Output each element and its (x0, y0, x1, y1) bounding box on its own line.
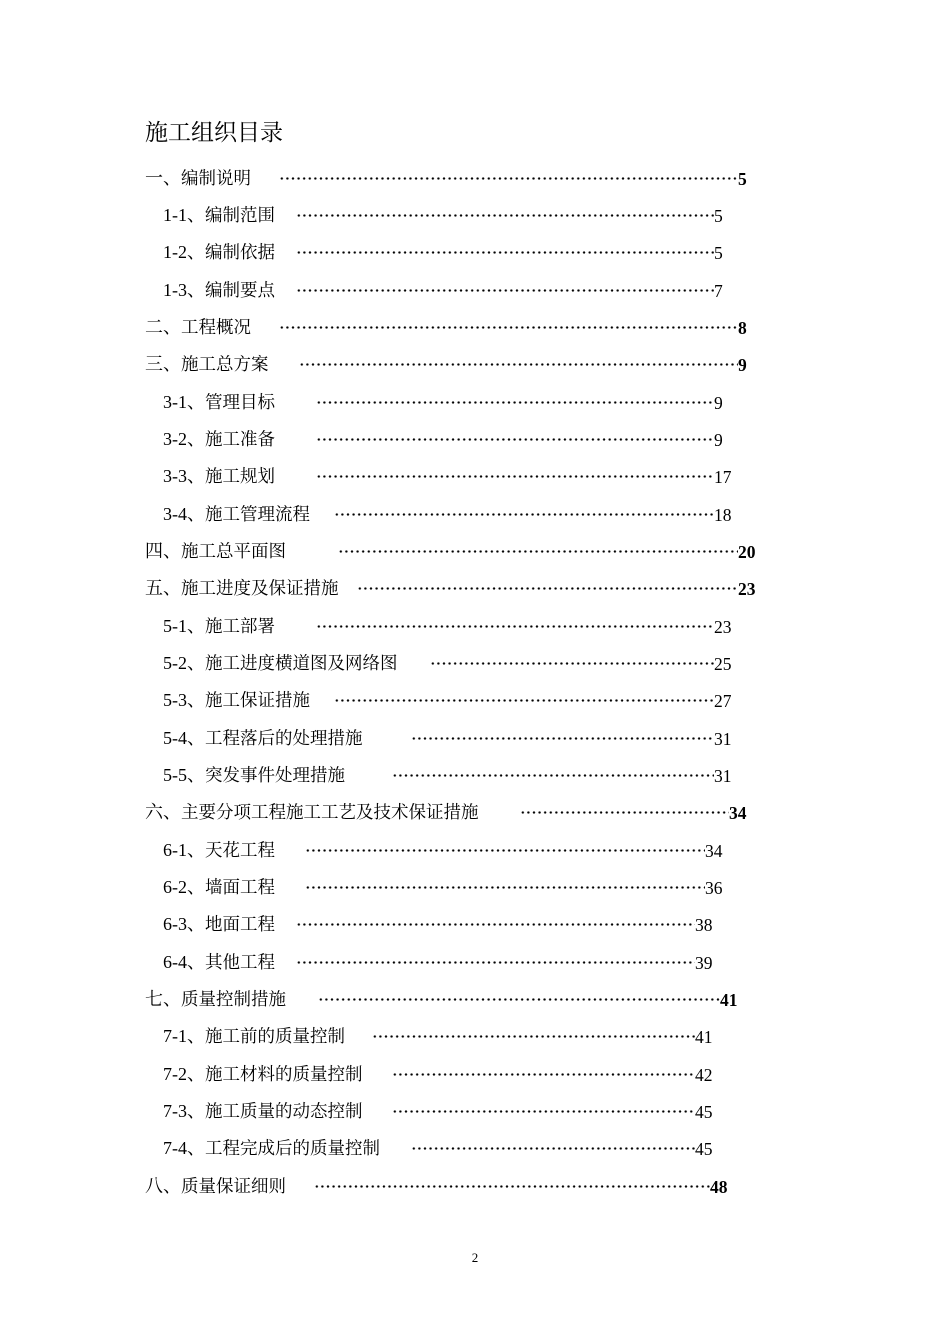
toc-entry-title: 主要分项工程施工工艺及技术保证措施 (181, 803, 479, 823)
toc-entry-number: 3-1、 (163, 392, 205, 412)
toc-entry-title: 工程落后的处理措施 (205, 729, 363, 749)
toc-dot-leader (316, 401, 714, 404)
page-number: 2 (471, 1250, 479, 1265)
toc-entry (0, 200, 950, 230)
toc-entry-page: 34 (705, 841, 723, 861)
toc-entry-title: 管理目标 (205, 393, 275, 413)
page-title: 施工组织目录 (145, 120, 283, 146)
toc-entry-number: 6-3、 (163, 914, 205, 934)
toc-entry-label (163, 279, 275, 302)
toc-dot-leader (305, 886, 705, 889)
toc-entry-number: 7-2、 (163, 1064, 205, 1084)
toc-entry-title: 其他工程 (205, 953, 275, 973)
toc-dot-leader (279, 177, 738, 180)
toc-entry-label (163, 839, 275, 862)
toc-entry (0, 536, 950, 566)
toc-entry (0, 1021, 950, 1051)
toc-entry-number: 7-1、 (163, 1026, 205, 1046)
toc-entry-page: 25 (714, 654, 732, 674)
toc-entry-label (163, 1100, 363, 1123)
toc-entry-number: 七、 (145, 989, 181, 1009)
toc-entry-page: 5 (738, 169, 747, 189)
toc-entry-title: 施工材料的质量控制 (205, 1065, 363, 1085)
toc-entry (0, 573, 950, 603)
toc-entry (0, 1133, 950, 1163)
toc-entry-title: 施工总方案 (181, 355, 269, 375)
toc-entry-page: 9 (738, 355, 747, 375)
toc-entry (0, 760, 950, 790)
toc-entry-page: 7 (714, 281, 723, 301)
toc-entry (0, 1059, 950, 1089)
toc-entry-page: 34 (729, 803, 747, 823)
toc-entry-title: 编制要点 (205, 281, 275, 301)
toc-entry-label (163, 689, 310, 712)
toc-entry-label (163, 465, 275, 488)
toc-entry-title: 编制说明 (181, 169, 251, 189)
toc-entry-title: 编制依据 (205, 243, 275, 263)
toc-dot-leader (296, 214, 714, 217)
toc-entry-page: 48 (710, 1177, 728, 1197)
toc-dot-leader (338, 550, 738, 553)
toc-entry-title: 施工管理流程 (205, 505, 310, 525)
toc-dot-leader (305, 849, 705, 852)
toc-entry-number: 5-5、 (163, 765, 205, 785)
toc-entry-label (163, 764, 345, 787)
toc-entry-number: 八、 (145, 1176, 181, 1196)
toc-entry-label (163, 913, 275, 936)
toc-entry-number: 5-3、 (163, 690, 205, 710)
toc-entry-title: 施工规划 (205, 467, 275, 487)
toc-entry (0, 1171, 950, 1201)
toc-dot-leader (392, 1110, 695, 1113)
toc-entry-label (163, 615, 275, 638)
toc-entry (0, 387, 950, 417)
toc-dot-leader (316, 625, 714, 628)
toc-entry-number: 5-2、 (163, 653, 205, 673)
toc-dot-leader (334, 699, 714, 702)
toc-entry-number: 四、 (145, 541, 181, 561)
toc-dot-leader (316, 438, 714, 441)
toc-entry-page: 18 (714, 505, 732, 525)
toc-entry-number: 六、 (145, 802, 181, 822)
toc-dot-leader (520, 811, 729, 814)
toc-entry (0, 685, 950, 715)
toc-entry-number: 6-4、 (163, 952, 205, 972)
toc-entry-label (163, 391, 275, 414)
toc-entry-page: 42 (695, 1065, 713, 1085)
toc-entry-number: 1-2、 (163, 242, 205, 262)
toc-entry (0, 611, 950, 641)
toc-entry-label (163, 652, 398, 675)
toc-entry-page: 9 (714, 393, 723, 413)
toc-entry (0, 648, 950, 678)
toc-entry-number: 3-2、 (163, 429, 205, 449)
toc-entry-page: 20 (738, 542, 756, 562)
toc-dot-leader (318, 998, 720, 1001)
toc-entry-number: 一、 (145, 168, 181, 188)
toc-entry-page: 9 (714, 430, 723, 450)
toc-dot-leader (296, 923, 695, 926)
toc-entry-title: 天花工程 (205, 841, 275, 861)
toc-entry-page: 17 (714, 467, 732, 487)
toc-entry-label (163, 951, 275, 974)
toc-entry-page: 45 (695, 1102, 713, 1122)
toc-entry-page: 38 (695, 915, 713, 935)
toc-entry-label (145, 316, 251, 339)
toc-entry-page: 31 (714, 766, 732, 786)
toc-dot-leader (411, 1147, 695, 1150)
toc-entry-title: 质量控制措施 (181, 990, 286, 1010)
toc-entry-number: 五、 (145, 578, 181, 598)
toc-dot-leader (314, 1185, 710, 1188)
toc-dot-leader (299, 363, 738, 366)
toc-entry (0, 461, 950, 491)
toc-entry-number: 1-3、 (163, 280, 205, 300)
toc-entry-title: 施工前的质量控制 (205, 1027, 345, 1047)
toc-entry-label (145, 353, 269, 376)
toc-entry (0, 984, 950, 1014)
toc-dot-leader (430, 662, 714, 665)
toc-dot-leader (372, 1035, 695, 1038)
toc-entry (0, 499, 950, 529)
toc-entry-label (163, 204, 275, 227)
toc-entry (0, 424, 950, 454)
toc-entry-number: 3-4、 (163, 504, 205, 524)
toc-entry-page: 23 (714, 617, 732, 637)
toc-entry-label (163, 241, 275, 264)
toc-entry-title: 编制范围 (205, 206, 275, 226)
toc-entry-number: 三、 (145, 354, 181, 374)
toc-entry (0, 349, 950, 379)
toc-entry-label (163, 503, 310, 526)
toc-entry-page: 5 (714, 243, 723, 263)
toc-dot-leader (279, 326, 738, 329)
toc-dot-leader (316, 475, 714, 478)
toc-entry-title: 工程概况 (181, 318, 251, 338)
toc-entry-page: 36 (705, 878, 723, 898)
toc-entry-number: 3-3、 (163, 466, 205, 486)
toc-entry-number: 7-3、 (163, 1101, 205, 1121)
toc-entry-label (163, 428, 275, 451)
toc-entry (0, 237, 950, 267)
toc-entry-number: 二、 (145, 317, 181, 337)
toc-entry-label (145, 801, 479, 824)
toc-entry-title: 施工进度及保证措施 (181, 579, 339, 599)
toc-entry-title: 施工进度横道图及网络图 (205, 654, 398, 674)
toc-entry-title: 施工保证措施 (205, 691, 310, 711)
toc-entry-number: 5-4、 (163, 728, 205, 748)
toc-entry (0, 872, 950, 902)
toc-entry (0, 723, 950, 753)
toc-entry-label (163, 727, 363, 750)
toc-entry-page: 23 (738, 579, 756, 599)
toc-entry-title: 突发事件处理措施 (205, 766, 345, 786)
toc-dot-leader (392, 1073, 695, 1076)
toc-entry-label (145, 1175, 286, 1198)
toc-entry-page: 45 (695, 1139, 713, 1159)
toc-dot-leader (392, 774, 714, 777)
toc-entry-title: 施工部署 (205, 617, 275, 637)
toc-dot-leader (357, 587, 738, 590)
toc-entry-label (163, 1025, 345, 1048)
toc-entry-page: 41 (695, 1027, 713, 1047)
toc-dot-leader (296, 961, 695, 964)
toc-entry-page: 31 (714, 729, 732, 749)
toc-entry-label (145, 988, 286, 1011)
toc-entry-title: 地面工程 (205, 915, 275, 935)
toc-entry (0, 797, 950, 827)
toc-entry-number: 1-1、 (163, 205, 205, 225)
toc-entry-page: 39 (695, 953, 713, 973)
toc-dot-leader (334, 513, 714, 516)
toc-entry-title: 施工准备 (205, 430, 275, 450)
toc-entry (0, 947, 950, 977)
toc-entry-label (145, 540, 286, 563)
toc-entry-number: 5-1、 (163, 616, 205, 636)
toc-entry-page: 8 (738, 318, 747, 338)
toc-entry (0, 312, 950, 342)
toc-entry-number: 7-4、 (163, 1138, 205, 1158)
toc-entry (0, 275, 950, 305)
toc-entry-label (163, 1137, 380, 1160)
toc-entry (0, 1096, 950, 1126)
toc-entry-number: 6-1、 (163, 840, 205, 860)
toc-dot-leader (296, 289, 714, 292)
toc-entry (0, 909, 950, 939)
toc-entry-number: 6-2、 (163, 877, 205, 897)
toc-entry (0, 163, 950, 193)
toc-entry-page: 41 (720, 990, 738, 1010)
toc-entry-title: 工程完成后的质量控制 (205, 1139, 380, 1159)
toc-dot-leader (411, 737, 714, 740)
toc-entry-label (145, 577, 339, 600)
toc-dot-leader (296, 251, 714, 254)
toc-entry-label (145, 167, 251, 190)
toc-entry-page: 27 (714, 691, 732, 711)
toc-entry-title: 施工总平面图 (181, 542, 286, 562)
toc-entry-title: 施工质量的动态控制 (205, 1102, 363, 1122)
toc-entry-label (163, 1063, 363, 1086)
toc-entry (0, 835, 950, 865)
toc-entry-title: 墙面工程 (205, 878, 275, 898)
toc-entry-label (163, 876, 275, 899)
toc-entry-title: 质量保证细则 (181, 1177, 286, 1197)
toc-entry-page: 5 (714, 206, 723, 226)
